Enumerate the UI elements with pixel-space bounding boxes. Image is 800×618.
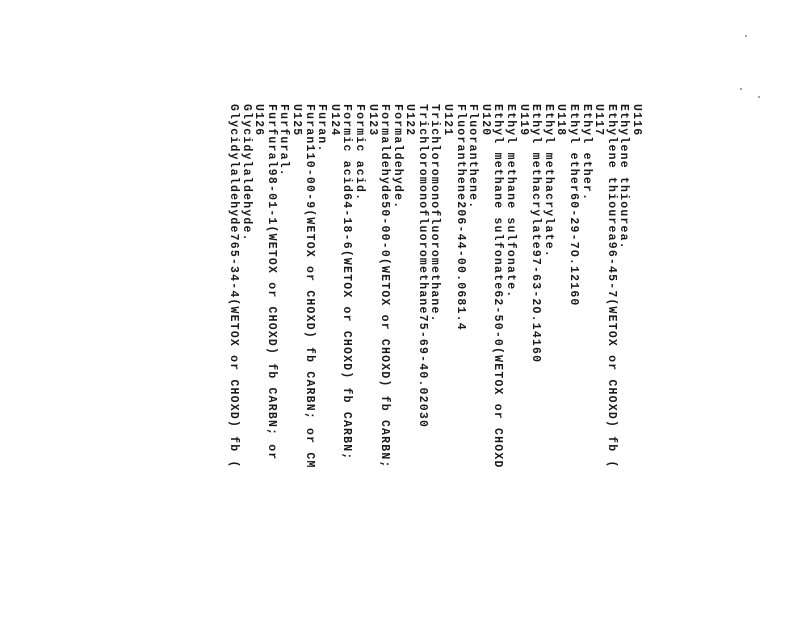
text-line: U117 xyxy=(592,104,606,137)
text-line: Ethyl methane sulfonate62-50-0(WETOX or CHOXD xyxy=(491,104,505,469)
text-line: U116 xyxy=(630,104,643,137)
text-line: U118 xyxy=(554,104,568,137)
text-line: Formic acid64-18-6(WETOX or CHOXD) fb CARBN; xyxy=(340,104,354,461)
text-line: Ethylene thiourea96-45-7(WETOX or CHOXD) fb ( xyxy=(604,104,618,469)
text-line: Ethyl ether. xyxy=(579,104,593,202)
text-line: Fluoranthene206-44-00.0681.4 xyxy=(453,104,467,331)
text-line: Fluoranthene. xyxy=(466,104,480,210)
rotated-text-block xyxy=(226,104,642,618)
text-line: U120 xyxy=(478,104,492,137)
scan-speck xyxy=(745,35,747,37)
text-line: Glycidylaldehyde765-34-4(WETOX or CHOXD) fb ( xyxy=(227,104,240,469)
text-line: U125 xyxy=(289,104,303,137)
text-line: Ethyl methane sulfonate. xyxy=(504,104,518,299)
text-line: Ethyl methacrylate. xyxy=(541,104,555,258)
text-line: Ethylene thiourea. xyxy=(617,104,631,250)
text-line: U126 xyxy=(252,104,266,137)
text-line: Furan. xyxy=(315,104,329,153)
text-line: U119 xyxy=(516,104,530,137)
text-line: Furfural98-01-1(WETOX or CHOXD) fb CARBN; or xyxy=(264,104,278,461)
text-line: Formic acid. xyxy=(352,104,366,202)
text-line: Ethyl methacrylate97-63-2O.14160 xyxy=(529,104,543,364)
text-line: Glycidylaldehyde. xyxy=(239,104,253,242)
text-line: Furan110-00-9(WETOX or CHOXD) fb CARBN; or CM xyxy=(302,104,316,469)
text-line: Ethyl ether60-29-7O.12160 xyxy=(567,104,581,307)
scan-speck xyxy=(758,96,760,98)
text-line: U122 xyxy=(403,104,417,137)
text-line: Trichloromonofluoromethane. xyxy=(428,104,442,323)
text-line: U123 xyxy=(365,104,379,137)
text-line: Formaldehyde50-00-0(WETOX or CHOXD) fb CARBN; xyxy=(378,104,392,469)
scan-speck xyxy=(740,88,742,90)
text-line: Furfural. xyxy=(277,104,291,177)
text-line: Trichloromonofluoromethane75-69-40.02030 xyxy=(415,104,429,429)
text-line: Formaldehyde. xyxy=(390,104,404,210)
text-line: U121 xyxy=(441,104,455,137)
text-line: U124 xyxy=(327,104,341,137)
